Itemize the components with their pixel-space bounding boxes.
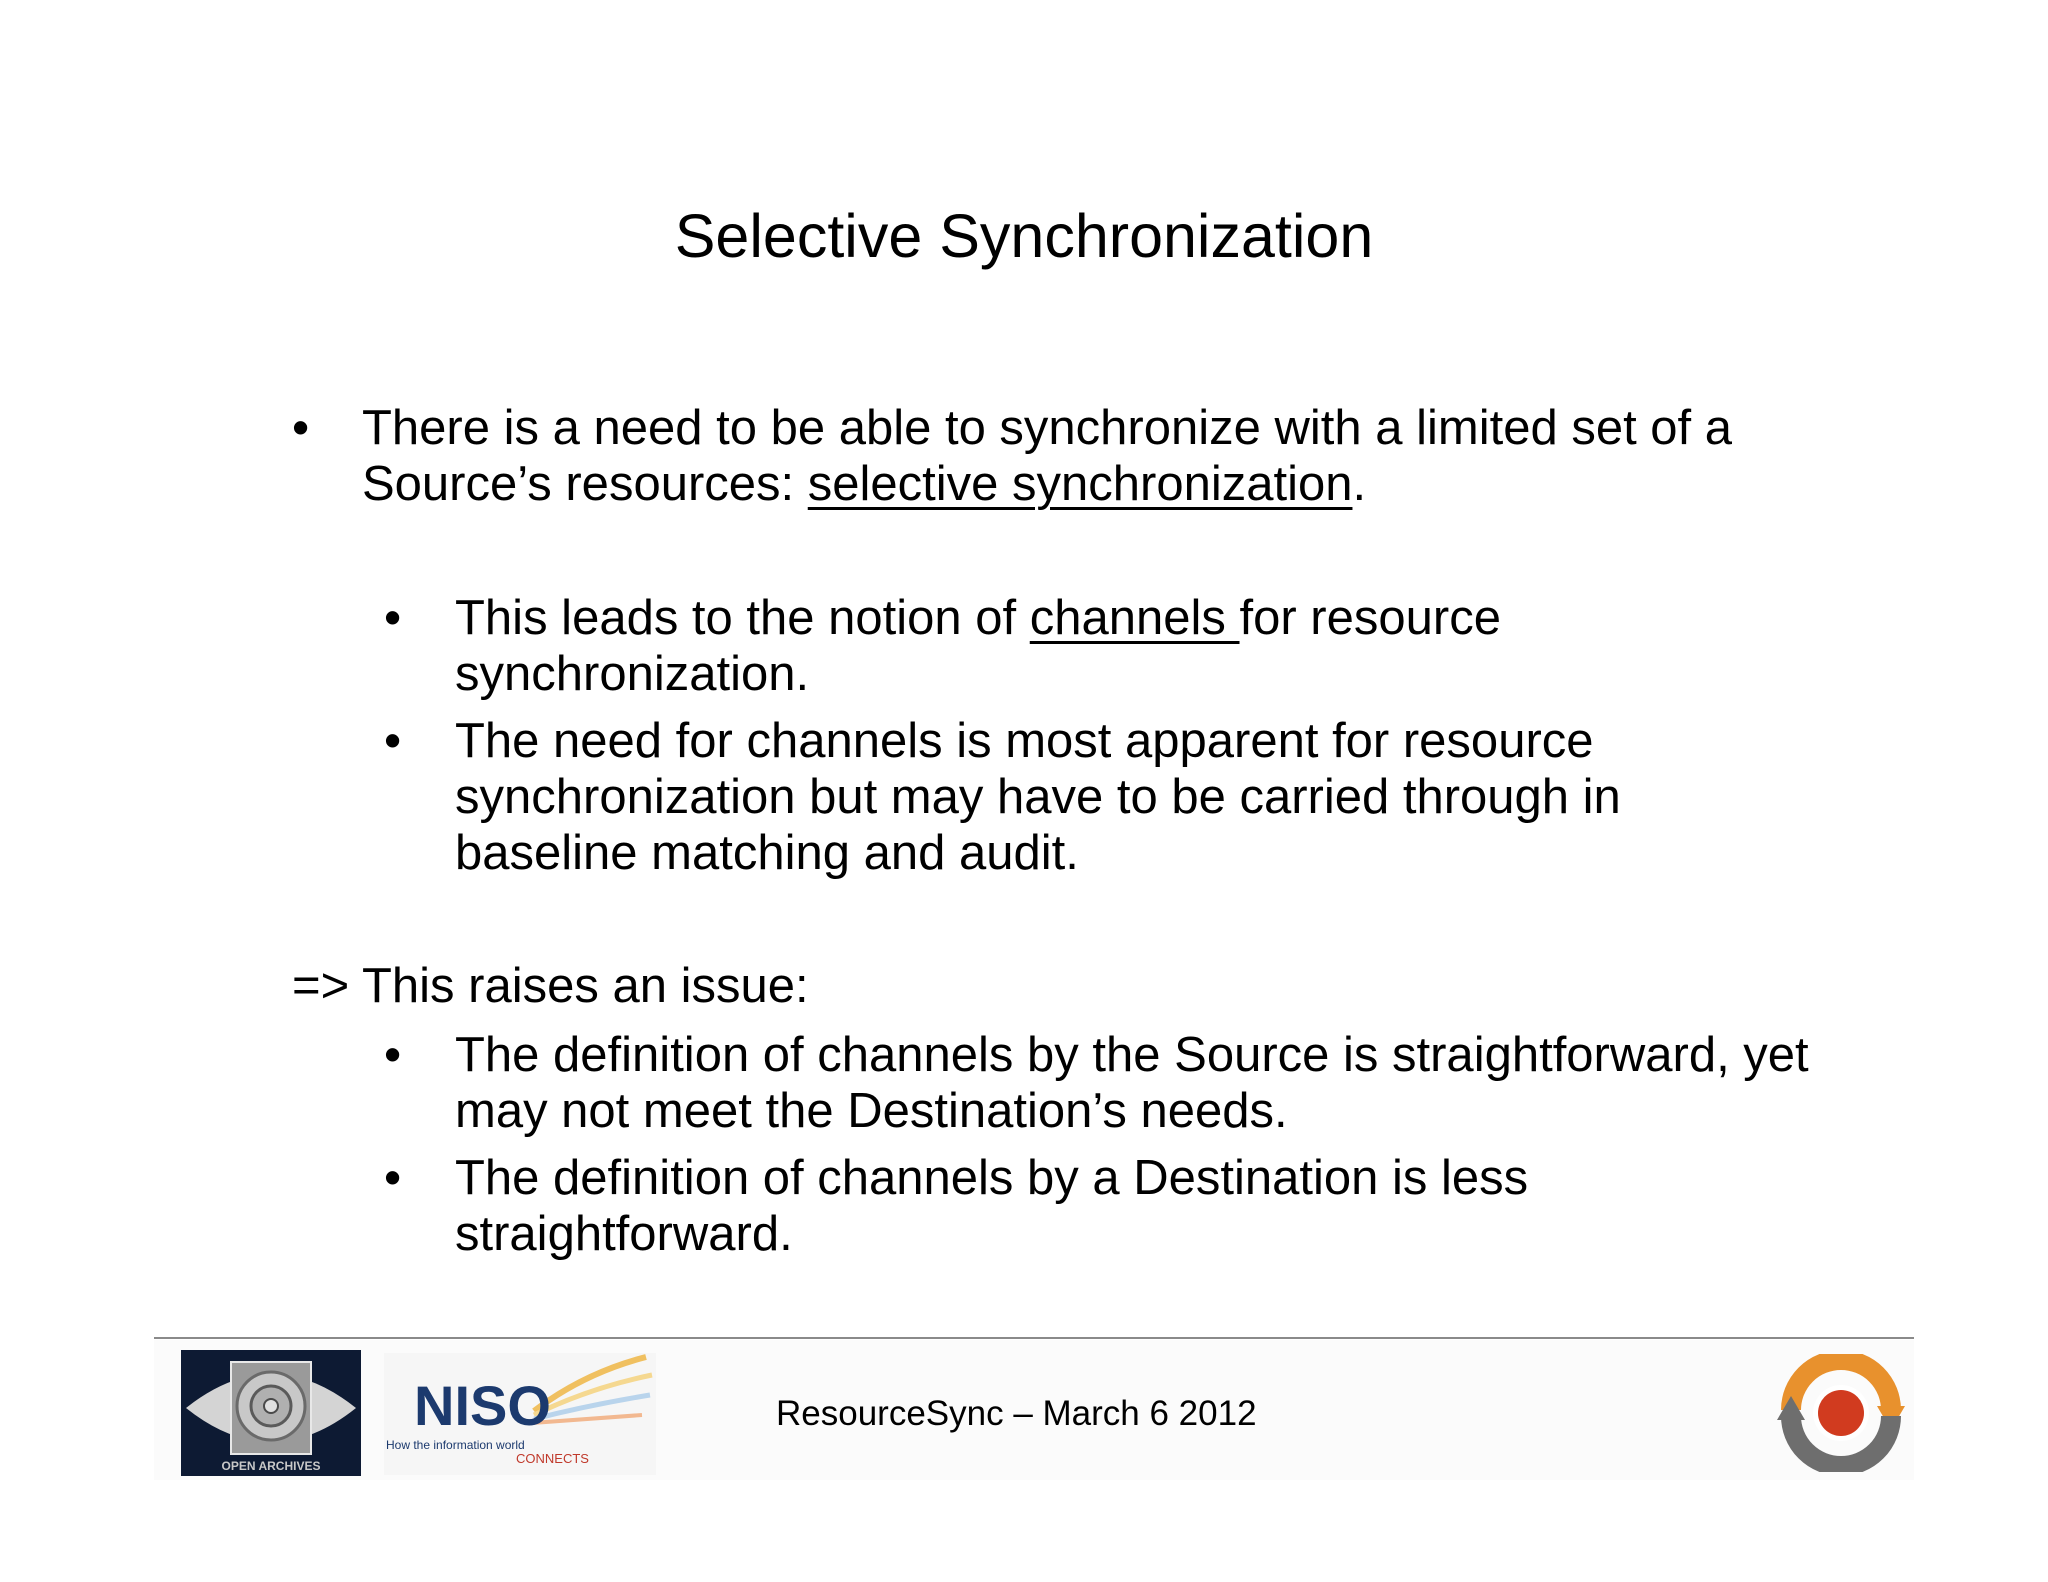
bullet-item [292, 400, 1852, 512]
bullet-marker: • [292, 401, 310, 455]
oai-caption: OPEN ARCHIVES [221, 1459, 321, 1473]
footer-divider [154, 1337, 1914, 1339]
bullet-text: The definition of channels by the Source is straightforward, yet may not meet the Destination’s needs. [455, 1028, 1809, 1138]
bullet-marker: • [384, 714, 402, 768]
footer-text: ResourceSync – March 6 2012 [776, 1394, 1257, 1433]
niso-wordmark: NISO [414, 1374, 551, 1437]
niso-tagline-connects: CONNECTS [516, 1451, 589, 1466]
bullet-text-part: This leads to the notion of [455, 591, 1030, 645]
niso-tagline: How the information world [386, 1438, 525, 1452]
sub-bullet-item [384, 1027, 1844, 1139]
sub-bullet-item [384, 590, 1844, 702]
resourcesync-logo-icon [1777, 1354, 1905, 1472]
bullet-marker: • [384, 1028, 402, 1082]
bullet-text [455, 590, 1655, 702]
bullet-text [362, 400, 1852, 512]
bullet-text: The need for channels is most apparent for resource synchronization but may have to be carried through in baseline matching and audit. [455, 714, 1621, 880]
bullet-text: The definition of channels by a Destination is less straightforward. [455, 1151, 1529, 1261]
bullet-marker: • [384, 591, 402, 645]
underlined-term: selective synchronization [807, 457, 1353, 511]
slide-title: Selective Synchronization [674, 202, 1374, 270]
sub-bullet-item [384, 713, 1844, 881]
underlined-term: channels [1029, 591, 1240, 645]
bullet-text-part: . [1352, 457, 1367, 511]
bullet-marker: • [384, 1151, 402, 1205]
bullet-text-part: for resource synchronization. [455, 591, 1501, 701]
open-archives-logo-icon [181, 1350, 361, 1476]
bullet-text-part: There is a need to be able to synchronize with a limited set of a Source’s resources: [362, 401, 1733, 511]
issue-line: => This raises an issue: [292, 959, 809, 1013]
niso-logo-icon [384, 1353, 656, 1475]
sub-bullet-item [384, 1150, 1844, 1262]
